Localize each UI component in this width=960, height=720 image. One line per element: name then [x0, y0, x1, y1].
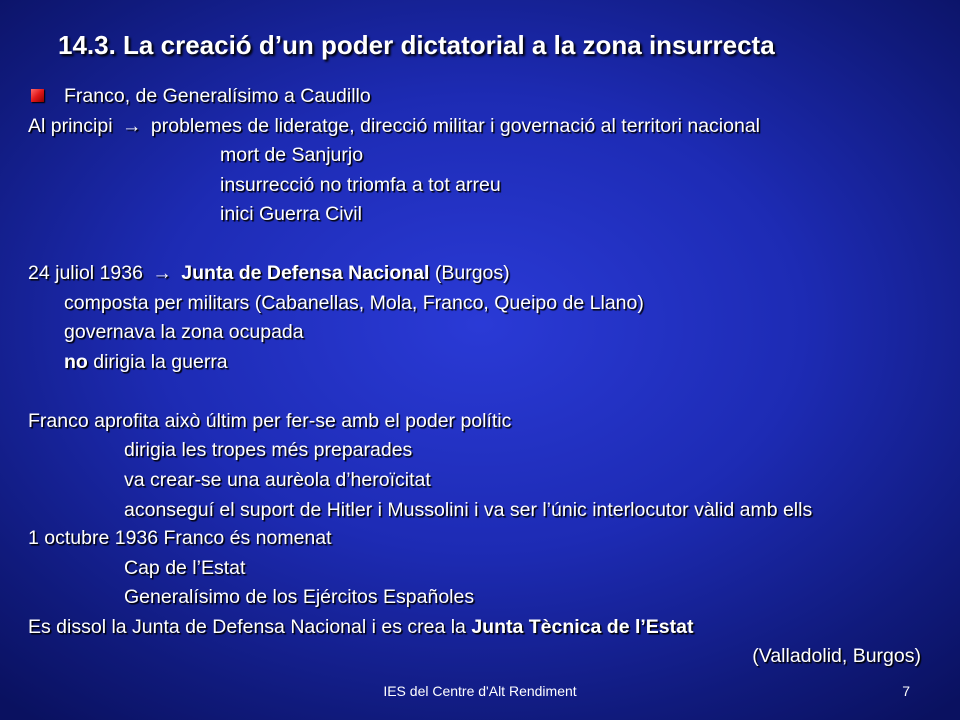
block2-intro — [28, 259, 933, 289]
block2-item: governava la zona ocupada — [64, 321, 304, 343]
block4-closing-start: Es dissol la Junta de Defensa Nacional i es crea la — [28, 615, 466, 638]
block3-intro: Franco aprofita això últim per fer-se amb el poder polític — [28, 409, 512, 432]
block2-date: 24 juliol 1936 — [28, 262, 143, 284]
right-arrow-icon: → — [121, 114, 142, 137]
block1-intro-end: problemes de lideratge, direcció militar i governació al territori nacional — [150, 114, 761, 137]
block1-intro — [28, 112, 933, 142]
block1-item: insurrecció no triomfa a tot arreu — [220, 173, 501, 196]
block4-item: Generalísimo de los Ejércitos Españoles — [124, 586, 475, 608]
block1-item: inici Guerra Civil — [220, 203, 362, 225]
block4-closing-place: (Valladolid, Burgos) — [752, 645, 921, 667]
square-bullet-icon — [31, 89, 44, 102]
junta-tecnica-estat: Junta Tècnica de l’Estat — [471, 615, 694, 638]
block4-intro: 1 octubre 1936 Franco és nomenat — [28, 527, 332, 549]
block1-intro-start: Al principi — [28, 114, 113, 137]
block4-item: Cap de l’Estat — [124, 556, 246, 579]
block1-item: mort de Sanjurjo — [220, 144, 364, 166]
junta-defensa-nacional: Junta de Defensa Nacional — [181, 262, 430, 284]
page-number: 7 — [902, 683, 910, 699]
block2-item: composta per militars (Cabanellas, Mola, Franco, Queipo de Llano) — [64, 291, 644, 314]
block2-item3-rest: dirigia la guerra — [93, 350, 228, 373]
spacer — [28, 230, 933, 260]
block3-item: aconseguí el suport de Hitler i Mussolini i va ser l’únic interlocutor vàlid amb ells — [124, 499, 813, 521]
block3-item: va crear-se una aurèola d’heroïcitat — [124, 468, 431, 491]
right-arrow-icon: → — [152, 262, 172, 284]
block3-item: dirigia les tropes més preparades — [124, 439, 413, 461]
footer-text: IES del Centre d'Alt Rendiment — [383, 683, 577, 699]
spacer — [28, 377, 933, 407]
block4-closing — [28, 613, 933, 643]
slide-title: 14.3. La creació d’un poder dictatorial a la zona insurrecta — [58, 30, 775, 60]
block2-place: (Burgos) — [434, 262, 510, 284]
bullet-heading-line — [28, 82, 933, 112]
slide-body — [28, 82, 933, 672]
block2-item — [28, 348, 933, 378]
bullet-heading: Franco, de Generalísimo a Caudillo — [64, 85, 371, 107]
emphasis-no: no — [64, 350, 88, 373]
